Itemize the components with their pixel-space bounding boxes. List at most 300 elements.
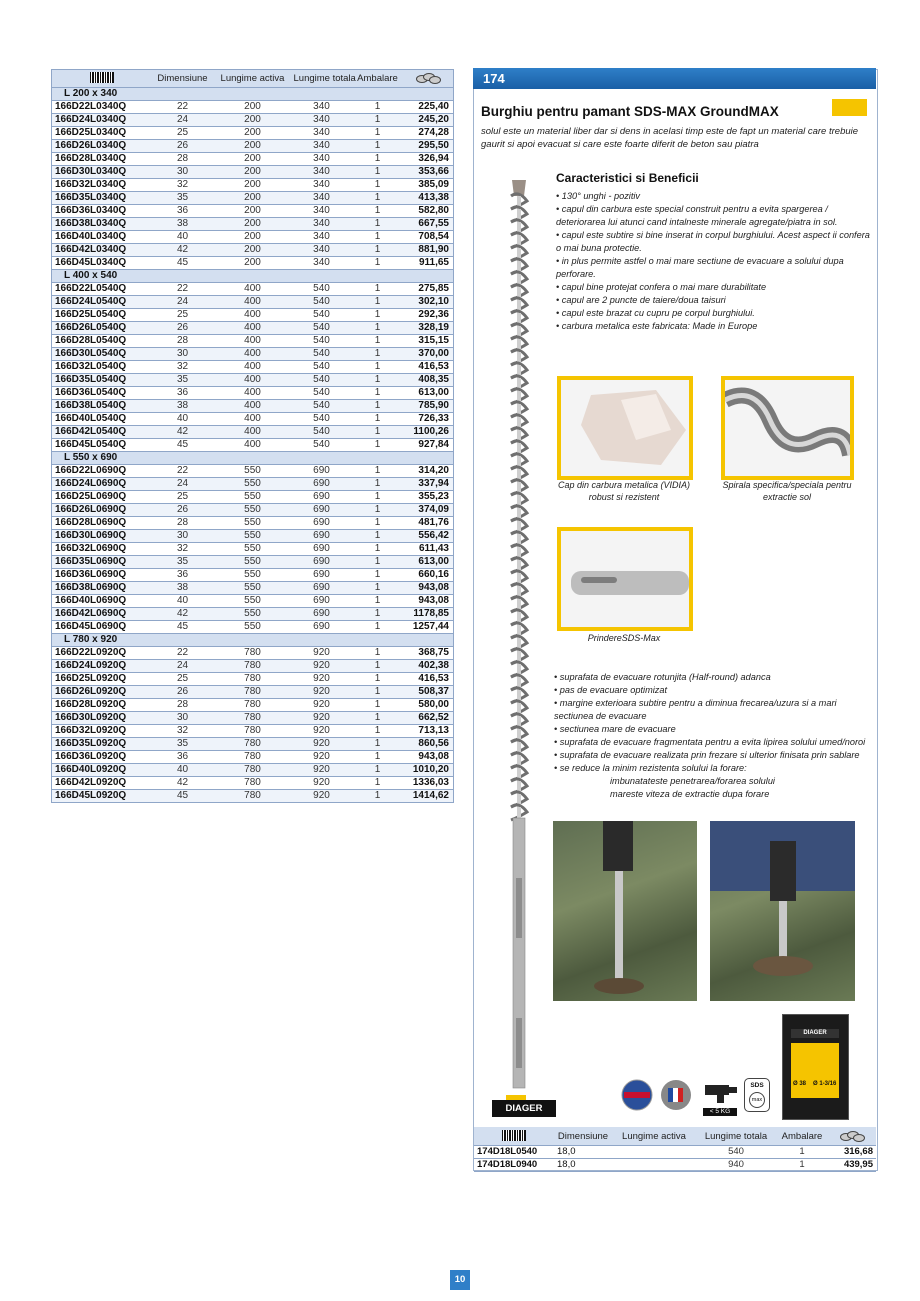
dimension: 26 (152, 140, 214, 153)
table-row (52, 686, 454, 699)
table-row (52, 764, 454, 777)
packaging: 1 (352, 283, 404, 296)
feature-item: • capul este subtire si bine inserat in corpul burghiului. Acest aspect ii confera o mai buna protectie. (556, 230, 870, 253)
active-length: 400 (214, 348, 292, 361)
active-length: 780 (214, 660, 292, 673)
product-code: 166D24L0540Q (52, 296, 152, 309)
active-length: 780 (214, 647, 292, 660)
total-length: 920 (292, 673, 352, 686)
dimension: 25 (152, 127, 214, 140)
active-length: 200 (214, 153, 292, 166)
price: 274,28 (404, 127, 454, 140)
table-row (52, 478, 454, 491)
dimension: 18,0 (554, 1146, 612, 1159)
price: 881,90 (404, 244, 454, 257)
total-length: 340 (292, 231, 352, 244)
packaging: 1 (776, 1159, 828, 1172)
total-length: 690 (292, 530, 352, 543)
dimension: 28 (152, 153, 214, 166)
group-header (52, 452, 454, 465)
table-row (52, 556, 454, 569)
group-header (52, 270, 454, 283)
active-length: 550 (214, 608, 292, 621)
dimension: 24 (152, 660, 214, 673)
packaging: 1 (352, 413, 404, 426)
dimension: 22 (152, 465, 214, 478)
total-length: 920 (292, 777, 352, 790)
active-length: 400 (214, 283, 292, 296)
product-code: 174D18L0540 (474, 1146, 554, 1159)
total-length: 340 (292, 127, 352, 140)
dimension: 28 (152, 517, 214, 530)
table-row (52, 114, 454, 127)
price: 292,36 (404, 309, 454, 322)
table-row (52, 322, 454, 335)
product-code-table (474, 1127, 876, 1172)
table-row (52, 491, 454, 504)
table-row (52, 777, 454, 790)
product-code: 166D25L0540Q (52, 309, 152, 322)
dimension: 40 (152, 764, 214, 777)
package-brand: DIAGER (791, 1029, 839, 1038)
total-length: 690 (292, 608, 352, 621)
price: 927,84 (404, 439, 454, 452)
dimension: 38 (152, 218, 214, 231)
benefit-item: • suprafata de evacuare realizata prin frezare si ulterior finisata prin sablare (554, 750, 860, 760)
price: 481,76 (404, 517, 454, 530)
product-code: 166D38L0690Q (52, 582, 152, 595)
price: 368,75 (404, 647, 454, 660)
feature-item: • capul din carbura este special construit pentru a evita spargerea / deteriorarea lui atunci cand intalneste minerale agregate/piatra in sol. (556, 204, 838, 227)
price: 295,50 (404, 140, 454, 153)
weight-icon (703, 1081, 737, 1116)
price: 613,00 (404, 556, 454, 569)
packaging: 1 (352, 569, 404, 582)
table-row (52, 699, 454, 712)
carbide-tip-photo (557, 376, 693, 480)
dimension: 24 (152, 296, 214, 309)
active-length: 780 (214, 790, 292, 803)
table-row (52, 738, 454, 751)
product-code: 166D30L0540Q (52, 348, 152, 361)
packaging: 1 (352, 400, 404, 413)
dimension: 25 (152, 309, 214, 322)
col-packaging: Ambalare (352, 70, 404, 88)
col-packaging: Ambalare (776, 1127, 828, 1146)
price: 225,40 (404, 101, 454, 114)
dimension: 40 (152, 231, 214, 244)
sds-max-icon: SDS max (744, 1078, 770, 1112)
price: 374,09 (404, 504, 454, 517)
active-length: 400 (214, 374, 292, 387)
packaging: 1 (352, 231, 404, 244)
total-length: 690 (292, 478, 352, 491)
packaging: 1 (352, 218, 404, 231)
page-number: 10 (450, 1270, 470, 1290)
price: 337,94 (404, 478, 454, 491)
packaging: 1 (352, 166, 404, 179)
price: 713,13 (404, 725, 454, 738)
packaging: 1 (352, 725, 404, 738)
product-code: 166D30L0340Q (52, 166, 152, 179)
price: 943,08 (404, 751, 454, 764)
product-intro: solul este un material liber dar si dens in acelasi timp este de fapt un material care trebuie gaurit si apoi evacuat si care este foarte diferit de beton sau piatra (481, 126, 859, 150)
price: 408,35 (404, 374, 454, 387)
dimension: 35 (152, 738, 214, 751)
price: 613,00 (404, 387, 454, 400)
table-row (52, 712, 454, 725)
dimension: 30 (152, 166, 214, 179)
active-length: 200 (214, 231, 292, 244)
active-length: 780 (214, 777, 292, 790)
total-length: 540 (292, 348, 352, 361)
packaging: 1 (352, 127, 404, 140)
total-length: 540 (292, 322, 352, 335)
price: 416,53 (404, 673, 454, 686)
dimension: 45 (152, 621, 214, 634)
col-active-length: Lungime activa (214, 70, 292, 88)
total-length: 340 (292, 205, 352, 218)
price: 943,08 (404, 595, 454, 608)
product-code: 166D38L0540Q (52, 400, 152, 413)
barcode-icon (474, 1127, 554, 1146)
dimension: 22 (152, 101, 214, 114)
active-length: 200 (214, 140, 292, 153)
price: 1336,03 (404, 777, 454, 790)
price-table (51, 69, 454, 803)
group-label: L 780 x 920 (52, 634, 454, 647)
active-length: 200 (214, 244, 292, 257)
price: 439,95 (828, 1159, 876, 1172)
price: 413,38 (404, 192, 454, 205)
total-length: 340 (292, 257, 352, 270)
table-row (52, 218, 454, 231)
caption-tip: Cap din carbura metalica (VIDIA) robust si rezistent (557, 480, 691, 502)
product-code: 166D26L0340Q (52, 140, 152, 153)
diager-logo: DIAGER (492, 1100, 556, 1117)
group-label: L 550 x 690 (52, 452, 454, 465)
packaging: 1 (352, 491, 404, 504)
packaging: 1 (352, 439, 404, 452)
price: 911,65 (404, 257, 454, 270)
active-length: 400 (214, 387, 292, 400)
feature-item: • in plus permite astfel o mai mare sectiune de evacuare a solului dupa perforare. (556, 256, 844, 279)
active-length: 200 (214, 218, 292, 231)
active-length: 550 (214, 465, 292, 478)
packaging: 1 (352, 322, 404, 335)
table-row (52, 140, 454, 153)
price: 355,23 (404, 491, 454, 504)
price: 328,19 (404, 322, 454, 335)
price: 353,66 (404, 166, 454, 179)
dimension: 26 (152, 504, 214, 517)
dimension: 22 (152, 647, 214, 660)
features-list (556, 190, 871, 333)
table-row (52, 660, 454, 673)
dimension: 38 (152, 582, 214, 595)
price: 302,10 (404, 296, 454, 309)
total-length: 540 (292, 400, 352, 413)
packaging: 1 (352, 647, 404, 660)
packaging: 1 (352, 530, 404, 543)
packaging: 1 (776, 1146, 828, 1159)
active-length: 200 (214, 101, 292, 114)
package-dim: Ø 38 (793, 1081, 807, 1087)
total-length: 340 (292, 153, 352, 166)
total-length: 340 (292, 114, 352, 127)
feature-item: • capul este brazat cu cupru pe corpul burghiului. (556, 308, 755, 318)
packaging: 1 (352, 335, 404, 348)
total-length: 690 (292, 582, 352, 595)
product-code: 166D28L0340Q (52, 153, 152, 166)
packaging: 1 (352, 673, 404, 686)
product-code: 166D42L0690Q (52, 608, 152, 621)
active-length: 400 (214, 296, 292, 309)
product-code: 166D42L0540Q (52, 426, 152, 439)
price: 1414,62 (404, 790, 454, 803)
total-length: 340 (292, 140, 352, 153)
active-length: 780 (214, 686, 292, 699)
packaging: 1 (352, 595, 404, 608)
product-code: 166D42L0920Q (52, 777, 152, 790)
packaging: 1 (352, 205, 404, 218)
total-length: 340 (292, 244, 352, 257)
col-dimension: Dimensiune (554, 1127, 612, 1146)
price: 314,20 (404, 465, 454, 478)
product-code: 166D30L0920Q (52, 712, 152, 725)
total-length: 940 (696, 1159, 776, 1172)
active-length: 550 (214, 595, 292, 608)
packaging: 1 (352, 140, 404, 153)
active-length: 400 (214, 322, 292, 335)
total-length: 340 (292, 101, 352, 114)
table-row (52, 348, 454, 361)
packaging: 1 (352, 465, 404, 478)
table-row (52, 192, 454, 205)
table-row (52, 387, 454, 400)
total-length: 920 (292, 790, 352, 803)
coins-icon (828, 1127, 876, 1146)
total-length: 920 (292, 699, 352, 712)
product-code: 166D45L0690Q (52, 621, 152, 634)
active-length: 550 (214, 556, 292, 569)
product-code: 166D45L0340Q (52, 257, 152, 270)
packaging: 1 (352, 608, 404, 621)
benefit-item: • suprafata de evacuare fragmentata pentru a evita lipirea solului umed/noroi (554, 737, 866, 747)
total-length: 920 (292, 751, 352, 764)
feature-item: • carbura metalica este fabricata: Made in Europe (556, 321, 758, 331)
product-code-table-header (474, 1127, 876, 1146)
active-length: 400 (214, 361, 292, 374)
active-length: 200 (214, 192, 292, 205)
spiral-photo (721, 376, 854, 480)
shank-photo (557, 527, 693, 631)
total-length: 340 (292, 166, 352, 179)
barcode-icon (52, 70, 152, 88)
total-length: 920 (292, 738, 352, 751)
packaging: 1 (352, 179, 404, 192)
table-row (52, 257, 454, 270)
product-code: 166D35L0340Q (52, 192, 152, 205)
price: 402,38 (404, 660, 454, 673)
dimension: 32 (152, 725, 214, 738)
active-length: 400 (214, 413, 292, 426)
table-row (52, 465, 454, 478)
product-code: 166D22L0340Q (52, 101, 152, 114)
benefit-item: • se reduce la minim rezistenta solului la forare: (554, 763, 747, 773)
active-length: 550 (214, 582, 292, 595)
active-length: 400 (214, 426, 292, 439)
active-length: 550 (214, 504, 292, 517)
packaging: 1 (352, 309, 404, 322)
product-code: 166D30L0690Q (52, 530, 152, 543)
product-code: 166D25L0340Q (52, 127, 152, 140)
table-row (52, 569, 454, 582)
total-length: 690 (292, 595, 352, 608)
packaging: 1 (352, 556, 404, 569)
sicher-safe-icon (621, 1079, 653, 1116)
price: 1100,26 (404, 426, 454, 439)
price: 785,90 (404, 400, 454, 413)
table-row (52, 582, 454, 595)
active-length: 780 (214, 673, 292, 686)
total-length: 540 (292, 413, 352, 426)
group-header (52, 88, 454, 101)
dimension: 28 (152, 335, 214, 348)
packaging: 1 (352, 192, 404, 205)
packaging: 1 (352, 478, 404, 491)
dimension: 30 (152, 530, 214, 543)
total-length: 690 (292, 491, 352, 504)
table-row (52, 244, 454, 257)
active-length: 200 (214, 179, 292, 192)
dimension: 45 (152, 439, 214, 452)
table-row (52, 400, 454, 413)
product-code: 166D28L0920Q (52, 699, 152, 712)
total-length: 540 (292, 374, 352, 387)
total-length: 920 (292, 725, 352, 738)
table-row (52, 517, 454, 530)
table-row (52, 673, 454, 686)
product-code: 166D42L0340Q (52, 244, 152, 257)
packaging: 1 (352, 543, 404, 556)
active-length: 200 (214, 257, 292, 270)
table-row (52, 153, 454, 166)
features-heading: Caracteristici si Beneficii (556, 171, 699, 185)
packaging: 1 (352, 712, 404, 725)
total-length: 690 (292, 621, 352, 634)
product-code: 166D32L0540Q (52, 361, 152, 374)
dimension: 35 (152, 374, 214, 387)
active-length: 400 (214, 439, 292, 452)
total-length: 540 (292, 387, 352, 400)
active-length: 550 (214, 621, 292, 634)
packaging: 1 (352, 361, 404, 374)
packaging: 1 (352, 244, 404, 257)
total-length: 540 (292, 439, 352, 452)
table-row (52, 504, 454, 517)
benefits-list (554, 671, 874, 801)
table-row (52, 361, 454, 374)
product-title: Burghiu pentru pamant SDS-MAX GroundMAX (481, 104, 779, 119)
active-length: 780 (214, 738, 292, 751)
dimension: 45 (152, 257, 214, 270)
col-dimension: Dimensiune (152, 70, 214, 88)
feature-item: • capul bine protejat confera o mai mare durabilitate (556, 282, 767, 292)
total-length: 340 (292, 192, 352, 205)
table-row (52, 426, 454, 439)
active-length: 550 (214, 530, 292, 543)
product-code: 166D32L0920Q (52, 725, 152, 738)
dimension: 18,0 (554, 1159, 612, 1172)
dimension: 22 (152, 283, 214, 296)
total-length: 540 (292, 283, 352, 296)
table-row (52, 543, 454, 556)
benefit-item: • sectiunea mare de evacuare (554, 724, 676, 734)
table-row (52, 413, 454, 426)
packaging: 1 (352, 582, 404, 595)
dimension: 36 (152, 387, 214, 400)
group-label: L 400 x 540 (52, 270, 454, 283)
table-row (52, 205, 454, 218)
active-length: 550 (214, 569, 292, 582)
price: 416,53 (404, 361, 454, 374)
section-header (473, 68, 876, 89)
dimension: 32 (152, 543, 214, 556)
price: 708,54 (404, 231, 454, 244)
product-code: 166D35L0540Q (52, 374, 152, 387)
table-row (52, 296, 454, 309)
active-length (612, 1159, 696, 1172)
packaging: 1 (352, 517, 404, 530)
table-row (52, 439, 454, 452)
total-length: 920 (292, 660, 352, 673)
dimension: 32 (152, 361, 214, 374)
product-code: 166D24L0340Q (52, 114, 152, 127)
table-row (52, 231, 454, 244)
table-row (52, 725, 454, 738)
total-length: 540 (292, 361, 352, 374)
packaging: 1 (352, 374, 404, 387)
price: 943,08 (404, 582, 454, 595)
table-row (52, 647, 454, 660)
total-length: 340 (292, 218, 352, 231)
price: 1010,20 (404, 764, 454, 777)
drill-bit-image (508, 178, 530, 1094)
total-length: 920 (292, 686, 352, 699)
dimension: 36 (152, 569, 214, 582)
price: 316,68 (828, 1146, 876, 1159)
total-length: 690 (292, 543, 352, 556)
packaging: 1 (352, 790, 404, 803)
table-row (52, 751, 454, 764)
benefit-sub-item: imbunatateste penetrarea/forarea solului (610, 776, 775, 786)
price: 611,43 (404, 543, 454, 556)
packaging: 1 (352, 101, 404, 114)
benefit-item: • margine exterioara subtire pentru a diminua frecarea/uzura si a mari sectiunea de evacuare (554, 698, 837, 721)
active-length: 780 (214, 712, 292, 725)
product-code: 166D45L0540Q (52, 439, 152, 452)
section-number: 174 (483, 71, 505, 86)
dimension: 26 (152, 322, 214, 335)
dimension: 35 (152, 192, 214, 205)
package-dim-inch: Ø 1-3/16 (813, 1081, 837, 1087)
product-code: 166D32L0690Q (52, 543, 152, 556)
active-length: 780 (214, 764, 292, 777)
dimension: 42 (152, 608, 214, 621)
product-code: 166D25L0920Q (52, 673, 152, 686)
dimension: 30 (152, 712, 214, 725)
